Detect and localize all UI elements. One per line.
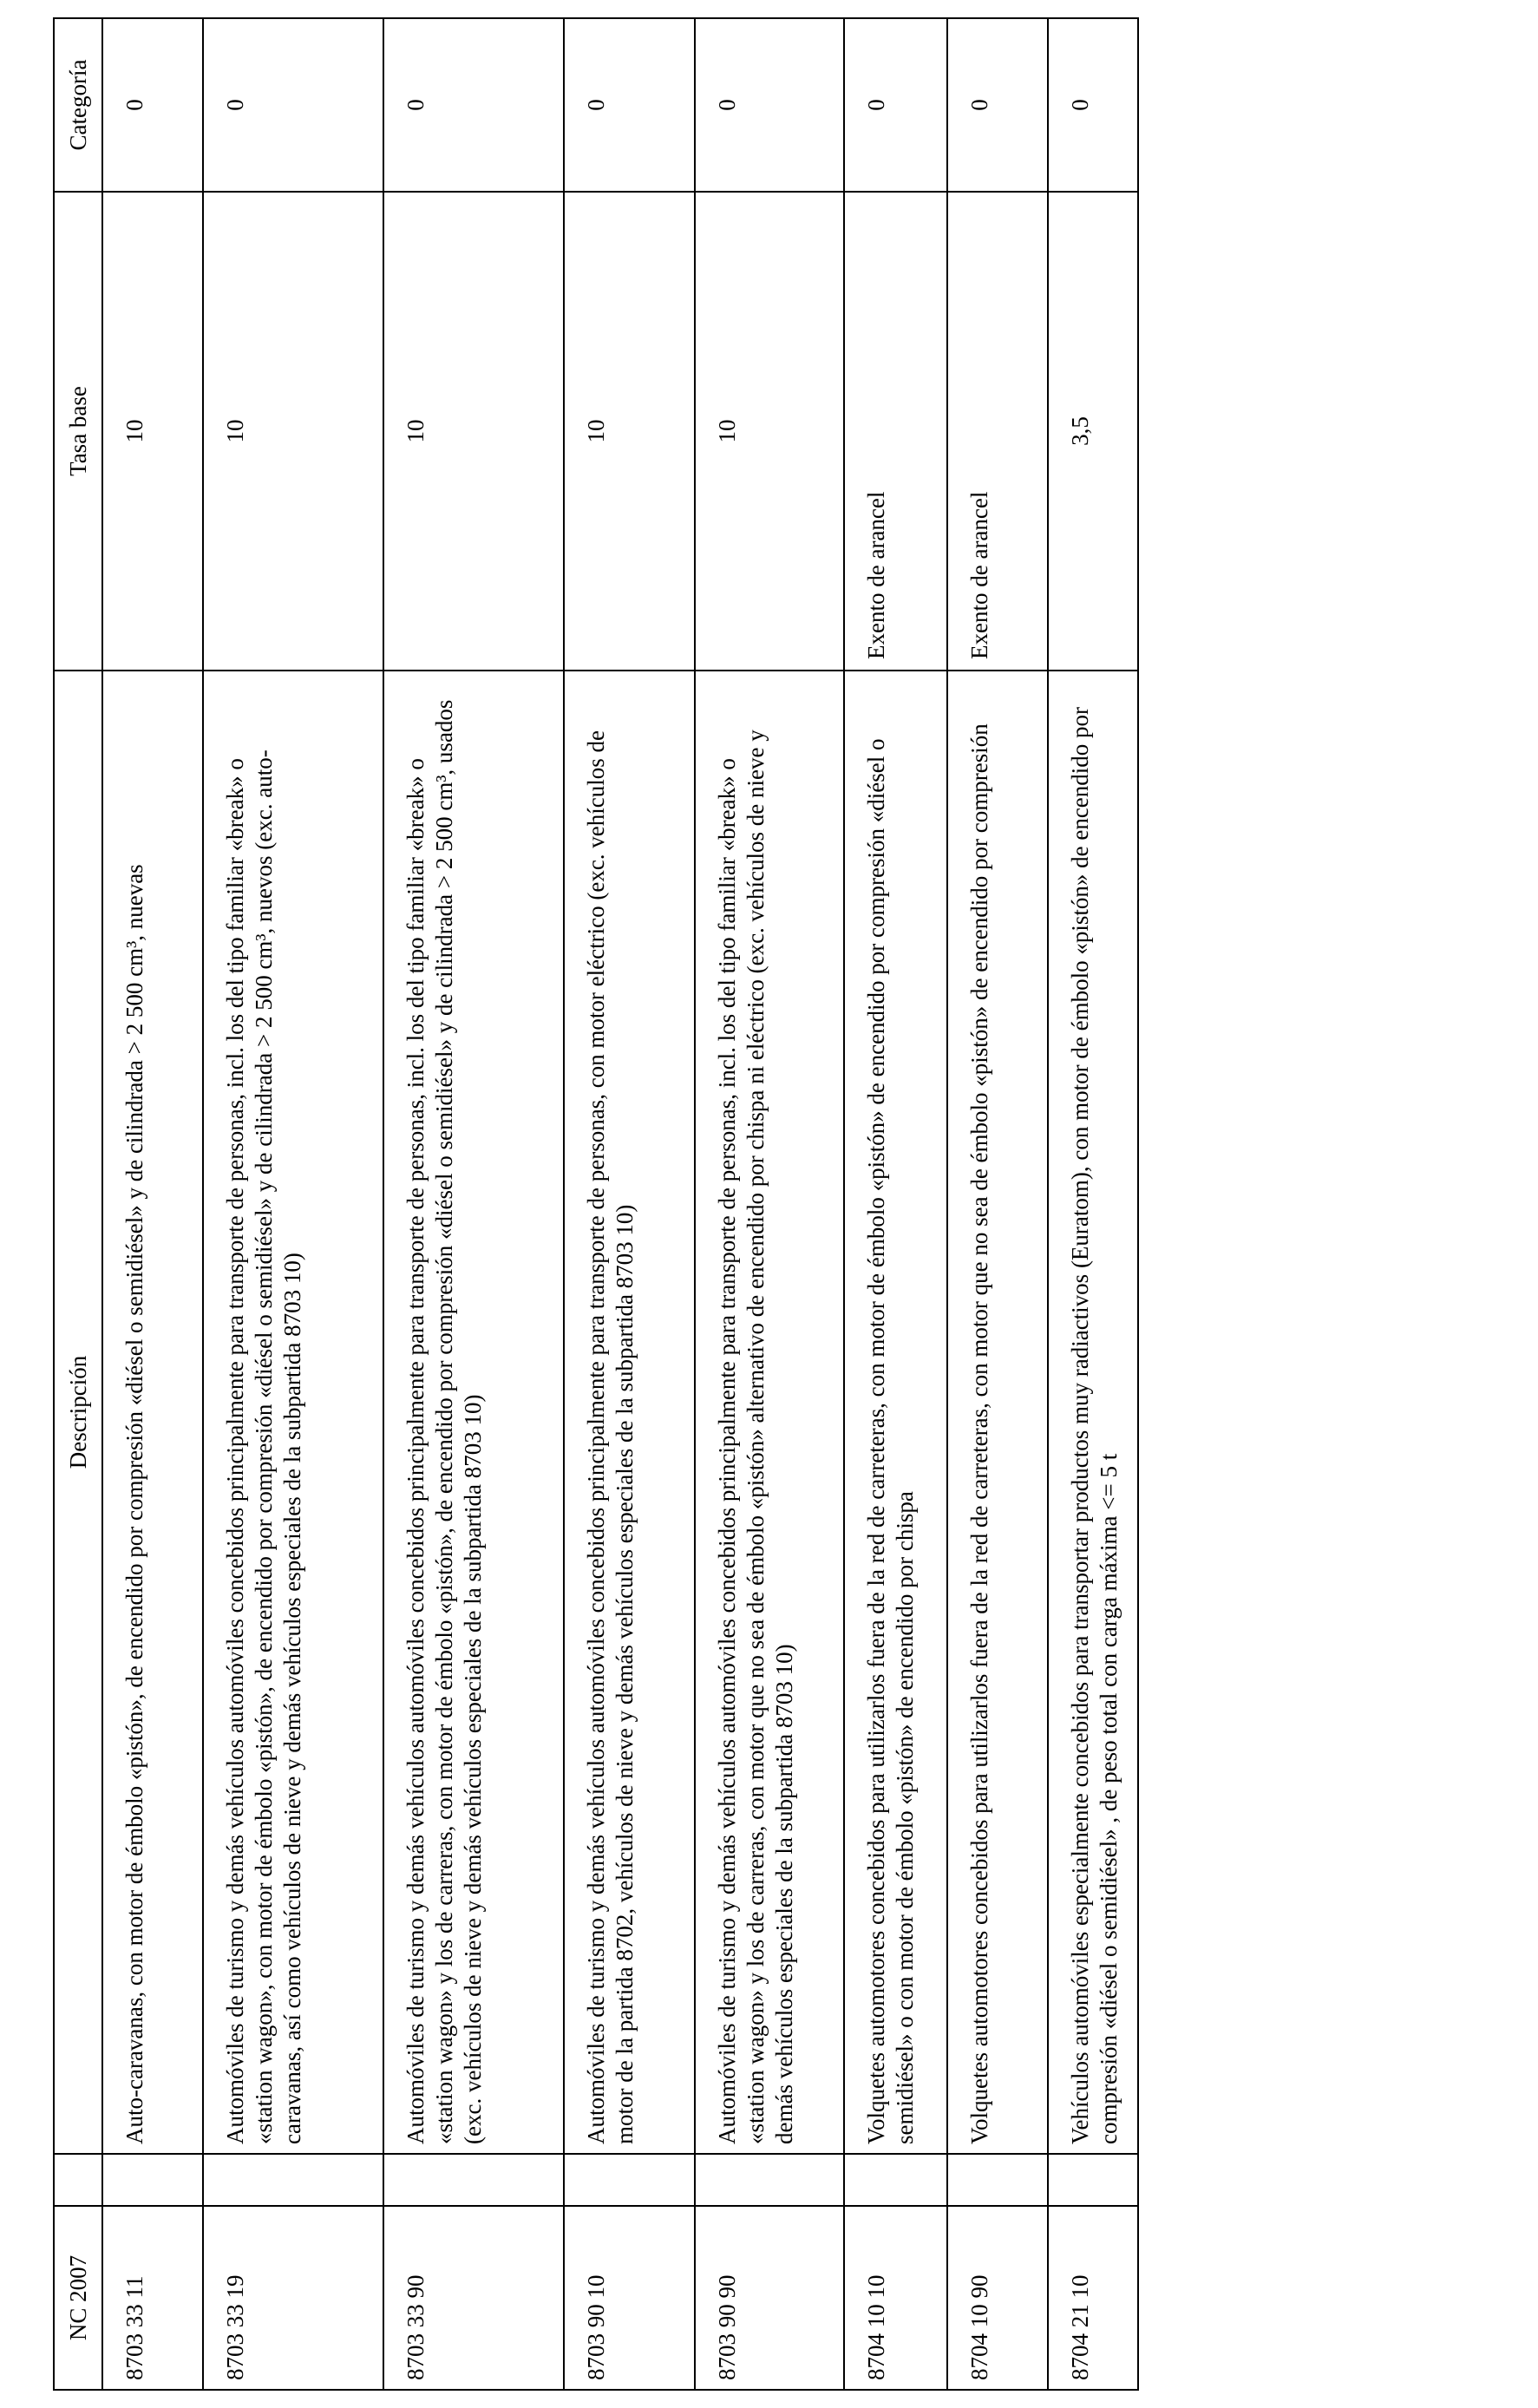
header-description: Descripción — [54, 671, 102, 2154]
table-row — [1048, 18, 1138, 2390]
cell-description: Volquetes automotores concebidos para utilizarlos fuera de la red de carreteras, con motor de émbolo «pistón» de encendido por compresión «diésel o semidiésel» o con motor de émbolo «pistón» de encendido por chispa — [844, 671, 946, 2154]
cell-category: 0 — [1048, 18, 1138, 192]
cell-base-rate: 10 — [695, 192, 844, 671]
cell-code: 8703 90 90 — [695, 2206, 844, 2390]
cell-code: 8703 90 10 — [564, 2206, 696, 2390]
cell-spacer — [203, 2154, 383, 2206]
cell-base-rate: 10 — [203, 192, 383, 671]
table-row — [947, 18, 1048, 2390]
header-category: Categoría — [54, 18, 102, 192]
table-row — [844, 18, 946, 2390]
cell-base-rate: Exento de arancel — [844, 192, 946, 671]
table-row — [383, 18, 564, 2390]
header-code: NC 2007 — [54, 2206, 102, 2390]
cell-base-rate: 10 — [564, 192, 696, 671]
cell-category: 0 — [203, 18, 383, 192]
cell-code: 8703 33 11 — [102, 2206, 203, 2390]
cell-base-rate: Exento de arancel — [947, 192, 1048, 671]
cell-base-rate: 10 — [102, 192, 203, 671]
header-spacer — [54, 2154, 102, 2206]
cell-code: 8704 10 10 — [844, 2206, 946, 2390]
rotated-table-page — [53, 19, 1139, 2391]
cell-description: Automóviles de turismo y demás vehículos automóviles concebidos principalmente para transporte de personas, incl. los del tipo familiar «break» o «station wagon» y los de carreras, con motor que no sea de émbolo «pistón» alternativo de encendido por chispa ni eléctrico (exc. vehículos de nieve y demás vehículos especiales de la subpartida 8703 10) — [695, 671, 844, 2154]
cell-description: Vehículos automóviles especialmente concebidos para transportar productos muy radiactivos (Euratom), con motor de émbolo «pistón» de encendido por compresión «diésel o semidiésel» , de peso total con carga máxima <= 5 t — [1048, 671, 1138, 2154]
cell-description: Automóviles de turismo y demás vehículos automóviles concebidos principalmente para transporte de personas, con motor eléctrico (exc. vehículos de motor de la partida 8702, vehículos de nieve y demás vehículos especiales de la subpartida 8703 10) — [564, 671, 696, 2154]
cell-description: Automóviles de turismo y demás vehículos automóviles concebidos principalmente para transporte de personas, incl. los del tipo familiar «break» o «station wagon», con motor de émbolo «pistón», de encendido por compresión «diésel o semidiésel» y de cilindrada > 2 500 cm³, nuevos (exc. auto-caravanas, así como vehículos de nieve y demás vehículos especiales de la subpartida 8703 10) — [203, 671, 383, 2154]
cell-category: 0 — [695, 18, 844, 192]
cell-spacer — [695, 2154, 844, 2206]
header-base-rate: Tasa base — [54, 192, 102, 671]
cell-code: 8704 21 10 — [1048, 2206, 1138, 2390]
tariff-table — [53, 17, 1139, 2391]
cell-base-rate: 10 — [383, 192, 564, 671]
cell-spacer — [564, 2154, 696, 2206]
cell-category: 0 — [102, 18, 203, 192]
cell-code: 8703 33 90 — [383, 2206, 564, 2390]
cell-spacer — [844, 2154, 946, 2206]
cell-code: 8704 10 90 — [947, 2206, 1048, 2390]
table-row — [203, 18, 383, 2390]
cell-spacer — [102, 2154, 203, 2206]
cell-description: Volquetes automotores concebidos para utilizarlos fuera de la red de carreteras, con motor que no sea de émbolo «pistón» de encendido por compresión — [947, 671, 1048, 2154]
table-header-row — [54, 18, 102, 2390]
cell-spacer — [947, 2154, 1048, 2206]
cell-spacer — [1048, 2154, 1138, 2206]
table-row — [695, 18, 844, 2390]
cell-code: 8703 33 19 — [203, 2206, 383, 2390]
cell-category: 0 — [564, 18, 696, 192]
cell-spacer — [383, 2154, 564, 2206]
table-row — [564, 18, 696, 2390]
cell-base-rate: 3,5 — [1048, 192, 1138, 671]
cell-category: 0 — [383, 18, 564, 192]
cell-description: Auto-caravanas, con motor de émbolo «pistón», de encendido por compresión «diésel o semidiésel» y de cilindrada > 2 500 cm³, nuevas — [102, 671, 203, 2154]
cell-category: 0 — [947, 18, 1048, 192]
cell-description: Automóviles de turismo y demás vehículos automóviles concebidos principalmente para transporte de personas, incl. los del tipo familiar «break» o «station wagon» y los de carreras, con motor de émbolo «pistón», de encendido por compresión «diésel o semidiésel» y de cilindrada > 2 500 cm³, usados (exc. vehículos de nieve y demás vehículos especiales de la subpartida 8703 10) — [383, 671, 564, 2154]
cell-category: 0 — [844, 18, 946, 192]
table-row — [102, 18, 203, 2390]
